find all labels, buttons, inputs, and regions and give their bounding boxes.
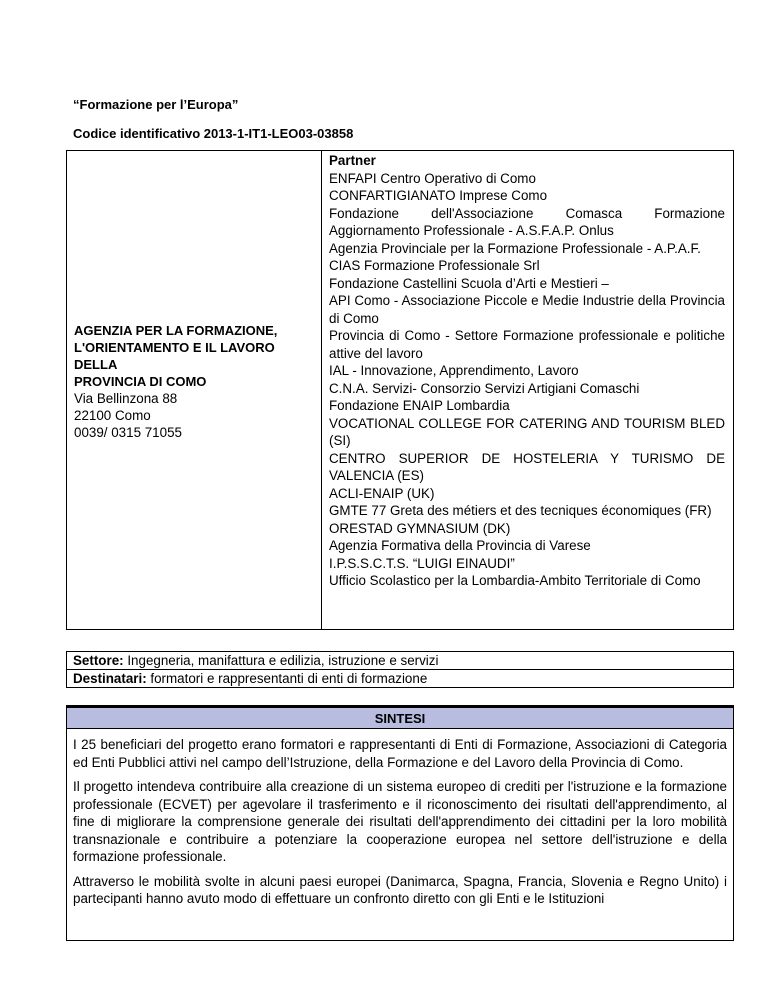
agency-name-line: L'ORIENTAMENTO E IL LAVORO DELLA <box>74 339 275 372</box>
destinatari-row <box>67 669 733 687</box>
partner-item: CIAS Formazione Professionale Srl <box>329 258 540 273</box>
agency-city: 22100 Como <box>74 407 151 423</box>
sintesi-paragraph: Il progetto intendeva contribuire alla creazione di un sistema europeo di crediti per l'istruzione e la formazione professionale (ECVET) per agevolare il trasferimento e il riconoscimento dei risultati dell'apprendimento, al fine di migliorare la comprensione generale dei risultati dell'apprendimento dei cittadini per la loro mobilità transnazionale e contribuire a potenziare la cooperazione europea nel settore dell'istruzione e della formazione professionale. <box>73 779 727 864</box>
partner-item: Fondazione dell'Associazione Comasca Formazione Aggiornamento Professionale - A.S.F.A.P. Onlus <box>329 205 725 238</box>
agency-name-line: PROVINCIA DI COMO <box>74 373 207 389</box>
partner-item: ORESTAD GYMNASIUM (DK) <box>329 520 511 536</box>
agency-name-line: AGENZIA PER LA FORMAZIONE, <box>74 322 278 338</box>
destinatari-value: formatori e rappresentanti di enti di formazione <box>146 671 428 686</box>
settore-label: Settore: <box>73 653 124 668</box>
agency-cell <box>67 151 322 629</box>
partner-table <box>66 150 734 630</box>
partner-item: Fondazione Castellini Scuola d’Arti e Mestieri – <box>329 275 609 291</box>
partner-item: GMTE 77 Greta des métiers et des tecniques économiques (FR) <box>329 503 712 518</box>
sintesi-paragraph: I 25 beneficiari del progetto erano formatori e rappresentanti di Enti di Formazione, Associazioni di Categoria ed Enti Pubblici attivi nel campo dell’Istruzione, della Formazione e del Lavoro della Provincia di Como. <box>73 737 727 770</box>
partner-item: Agenzia Provinciale per la Formazione Professionale - A.P.A.F. <box>329 240 701 256</box>
partner-item: Agenzia Formativa della Provincia di Varese <box>329 538 591 553</box>
settore-row <box>67 652 733 669</box>
partner-item: Ufficio Scolastico per la Lombardia-Ambito Territoriale di Como <box>329 573 701 588</box>
partner-item: Provincia di Como - Settore Formazione professionale e politiche attive del lavoro <box>329 328 725 361</box>
partner-heading: Partner <box>329 153 376 168</box>
sintesi-section <box>66 705 734 941</box>
agency-address: Via Bellinzona 88 <box>74 390 178 406</box>
partner-item: Fondazione ENAIP Lombardia <box>329 398 510 413</box>
partner-item: API Como - Associazione Piccole e Medie Industrie della Provincia di Como <box>329 293 725 326</box>
agency-phone: 0039/ 0315 71055 <box>74 424 182 440</box>
partner-item: VOCATIONAL COLLEGE FOR CATERING AND TOURISM BLED (SI) <box>329 415 725 448</box>
meta-table <box>66 651 734 688</box>
document-title: “Formazione per l’Europa” <box>73 97 239 112</box>
partner-list <box>322 151 733 629</box>
partner-item: CONFARTIGIANATO Imprese Como <box>329 188 548 203</box>
partner-item: ENFAPI Centro Operativo di Como <box>329 170 536 186</box>
partner-item: CENTRO SUPERIOR DE HOSTELERIA Y TURISMO DE VALENCIA (ES) <box>329 450 725 483</box>
partner-item: ACLI-ENAIP (UK) <box>329 485 435 501</box>
sintesi-body <box>67 736 733 908</box>
sintesi-paragraph: Attraverso le mobilità svolte in alcuni paesi europei (Danimarca, Spagna, Francia, Slovenia e Regno Unito) i partecipanti hanno avuto modo di effettuare un confronto diretto con gli Enti e le Istituzioni <box>73 873 727 906</box>
destinatari-label: Destinatari: <box>73 671 147 686</box>
partner-item: IAL - Innovazione, Apprendimento, Lavoro <box>329 363 579 378</box>
partner-item: C.N.A. Servizi- Consorzio Servizi Artigiani Comaschi <box>329 380 640 396</box>
sintesi-heading: SINTESI <box>67 705 733 729</box>
project-code: Codice identificativo 2013-1-IT1-LEO03-03858 <box>73 126 354 141</box>
settore-value: Ingegneria, manifattura e edilizia, istruzione e servizi <box>123 653 439 668</box>
partner-item: I.P.S.S.C.T.S. “LUIGI EINAUDI” <box>329 555 515 571</box>
